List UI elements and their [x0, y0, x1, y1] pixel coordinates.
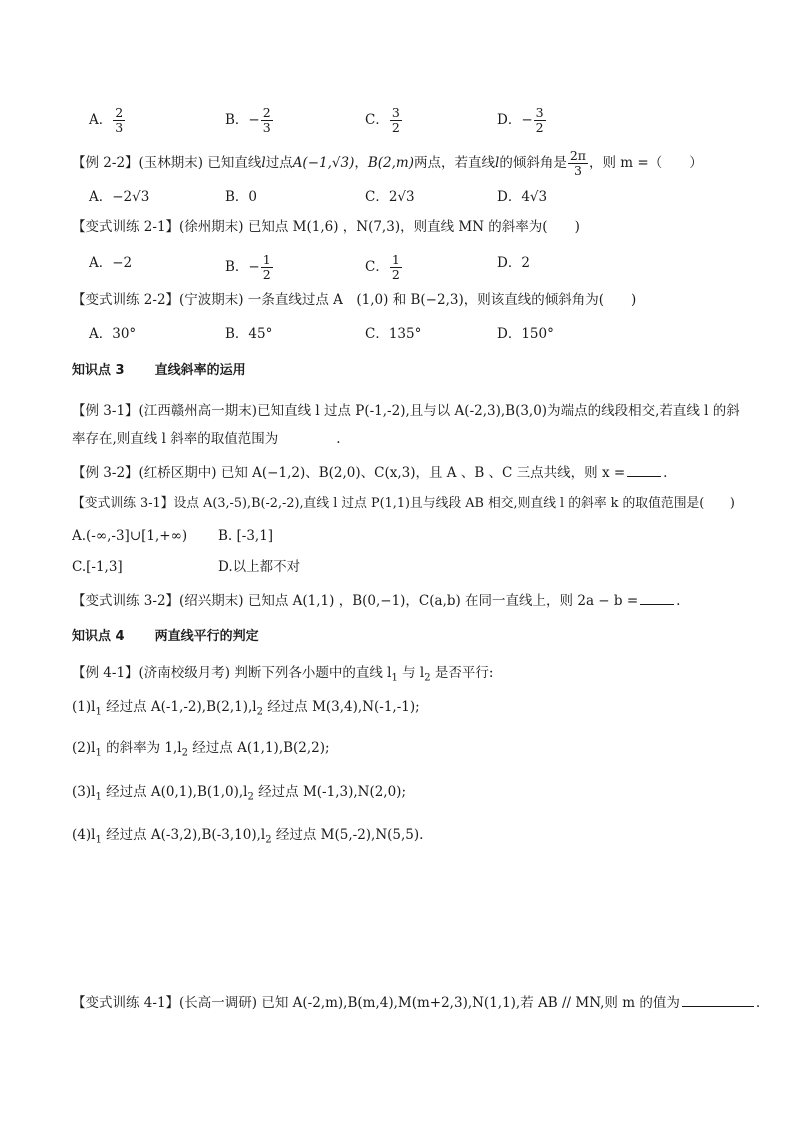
q-text: ，则 m =（ ）: [589, 155, 703, 171]
option-letter: A．: [89, 112, 113, 128]
option-letter: B．−: [225, 259, 260, 275]
fraction: [568, 149, 588, 178]
variant-2-2: 【变式训练 2-2】(宁波期末) 一条直线过点 A (1,0) 和 B(−2,3)，则该直线的倾斜角为( ): [72, 292, 637, 308]
q0-option-a: [89, 106, 126, 135]
v22-option-b: B．45°: [225, 326, 273, 342]
q-text: 经过点 A(0,1),B(1,0),l: [101, 784, 248, 800]
q-text: 经过点 A(-1,-2),B(2,1),l: [101, 699, 257, 715]
subscript: 1: [95, 706, 102, 718]
q-text: ，: [354, 155, 368, 171]
q-text: (4)l: [72, 827, 96, 843]
option-letter: B．: [225, 112, 249, 128]
q-text: 【例 2-2】(玉林期末) 已知直线: [72, 155, 262, 171]
frac-num: 1: [262, 252, 271, 267]
v31-option-d: D.以上都不对: [218, 559, 301, 575]
q-text: 【例 4-1】(济南校级月考) 判断下列各小题中的直线 l: [72, 665, 392, 681]
option-letter: C．: [365, 112, 389, 128]
frac-den: 3: [115, 120, 124, 135]
v22-option-d: D．150°: [497, 326, 554, 342]
fraction: [113, 106, 125, 135]
section-label: 知识点 3: [72, 363, 125, 378]
ex22-option-d: D．4√3: [497, 189, 548, 205]
sub-question-4: [72, 825, 423, 851]
point-b: B(2,m): [367, 155, 414, 171]
subscript: 2: [265, 834, 272, 846]
q0-option-b: [225, 106, 274, 135]
v31-option-b: B. [-3,1]: [218, 528, 274, 544]
sub-question-3: [72, 782, 406, 808]
q-text: 两点，若直线: [414, 155, 495, 171]
v21-option-b: [225, 253, 274, 282]
var-l: l: [495, 155, 500, 171]
q0-option-c: [365, 106, 403, 135]
fraction: [261, 253, 273, 282]
q-text: 率存在,则直线 l 斜率的取值范围为: [72, 431, 279, 447]
subscript: 1: [95, 747, 102, 759]
v22-option-a: A．30°: [89, 326, 137, 342]
ex22-option-c: C．2√3: [365, 189, 415, 205]
fraction: [390, 253, 402, 282]
frac-den: 2: [535, 120, 544, 135]
q-text: .: [755, 995, 761, 1011]
point-a: A(−1,√3): [292, 155, 355, 171]
subscript: 2: [424, 672, 431, 684]
q-text: 经过点 M(5,-2),N(5,5).: [271, 827, 424, 843]
q-text: 经过点 M(-1,3),N(2,0);: [253, 784, 407, 800]
minus-sign: −: [521, 112, 533, 128]
option-letter: D．: [497, 112, 522, 128]
sub-question-1: [72, 697, 420, 723]
fraction: [261, 106, 273, 135]
q-text: 经过点 A(1,1),B(2,2);: [187, 740, 330, 756]
example-2-2: [72, 149, 703, 178]
frac-den: 3: [262, 120, 271, 135]
example-3-1-line-1: 【例 3-1】(江西赣州高一期末)已知直线 l 过点 P(-1,-2),且与以 A(-2,3),B(3,0)为端点的线段相交,若直线 l 的斜: [72, 403, 740, 419]
section-heading-4: [72, 627, 259, 647]
subscript: 1: [391, 672, 398, 684]
example-3-2: [72, 462, 667, 483]
q-text: 过点: [265, 155, 293, 171]
frac-num: 3: [535, 105, 544, 120]
frac-num: 1: [391, 252, 400, 267]
subscript: 2: [181, 747, 188, 759]
v22-option-c: C．135°: [365, 326, 422, 342]
q-text: 【例 3-2】(红桥区期中) 已知 A(−1,2)、B(2,0)、C(x,3)，且 A 、B 、C 三点共线，则 x =: [72, 465, 626, 481]
option-letter: C．: [365, 259, 389, 275]
example-4-1: [72, 663, 493, 689]
q-text: 经过点 A(-3,2),B(-3,10),l: [101, 827, 266, 843]
answer-blank: [640, 590, 674, 605]
q-text: 与 l: [397, 665, 425, 681]
q-text: 的斜率为 1,l: [101, 740, 182, 756]
example-3-1-line-2: [72, 429, 341, 449]
frac-den: 2: [262, 267, 271, 282]
frac-num: 3: [391, 105, 400, 120]
fraction: [534, 106, 546, 135]
frac-den: 2: [391, 267, 400, 282]
subscript: 1: [95, 791, 102, 803]
minus-sign: −: [248, 112, 260, 128]
section-title: 直线斜率的运用: [154, 363, 246, 378]
frac-num: 2: [115, 105, 124, 120]
subscript: 1: [95, 834, 102, 846]
q-text: (2)l: [72, 740, 96, 756]
subscript: 2: [247, 791, 254, 803]
answer-blank: [682, 992, 754, 1007]
answer-blank: [627, 462, 661, 477]
variant-2-1: 【变式训练 2-1】(徐州期末) 已知点 M(1,6) ，N(7,3)，则直线 MN 的斜率为( ): [72, 219, 580, 235]
frac-den: 2: [391, 120, 400, 135]
frac-num: 2: [262, 105, 271, 120]
q-text: (3)l: [72, 784, 96, 800]
var-l: l: [261, 155, 266, 171]
section-heading-3: [72, 361, 246, 381]
v21-option-c: [365, 253, 403, 282]
section-title: 两直线平行的判定: [154, 629, 259, 644]
sub-question-2: [72, 738, 330, 764]
q0-option-d: [497, 106, 547, 135]
q-text: 是否平行:: [430, 665, 494, 681]
q-text: 经过点 M(3,4),N(-1,-1);: [263, 699, 420, 715]
frac-num: 2π: [569, 148, 586, 163]
q-text: .: [663, 465, 668, 481]
q-text: 的倾斜角是: [499, 155, 567, 171]
q-text: 【变式训练 4-1】(长高一调研) 已知 A(-2,m),B(m,4),M(m+2,3),N(1,1),若 AB // MN,则 m 的值为: [72, 995, 680, 1011]
fraction: [390, 106, 402, 135]
subscript: 2: [256, 706, 263, 718]
section-label: 知识点 4: [72, 629, 125, 644]
q-text: .: [676, 593, 681, 609]
variant-3-1: 【变式训练 3-1】设点 A(3,-5),B(-2,-2),直线 l 过点 P(1,1)且与线段 AB 相交,则直线 l 的斜率 k 的取值范围是( ): [72, 496, 735, 511]
q-text: .: [336, 431, 341, 447]
v21-option-a: A．−2: [89, 255, 133, 271]
variant-4-1: [72, 992, 760, 1013]
variant-3-2: [72, 590, 680, 611]
v31-option-a: A.(-∞,-3]∪[1,+∞): [72, 528, 188, 544]
q-text: 【变式训练 3-2】(绍兴期末) 已知点 A(1,1) ，B(0,−1)，C(a,b) 在同一直线上，则 2a − b =: [72, 593, 639, 609]
ex22-option-a: A．−2√3: [89, 189, 150, 205]
v21-option-d: D．2: [497, 255, 530, 271]
q-text: (1)l: [72, 699, 96, 715]
frac-den: 3: [573, 163, 582, 178]
ex22-option-b: B．0: [225, 189, 258, 205]
v31-option-c: C.[-1,3]: [72, 559, 123, 575]
